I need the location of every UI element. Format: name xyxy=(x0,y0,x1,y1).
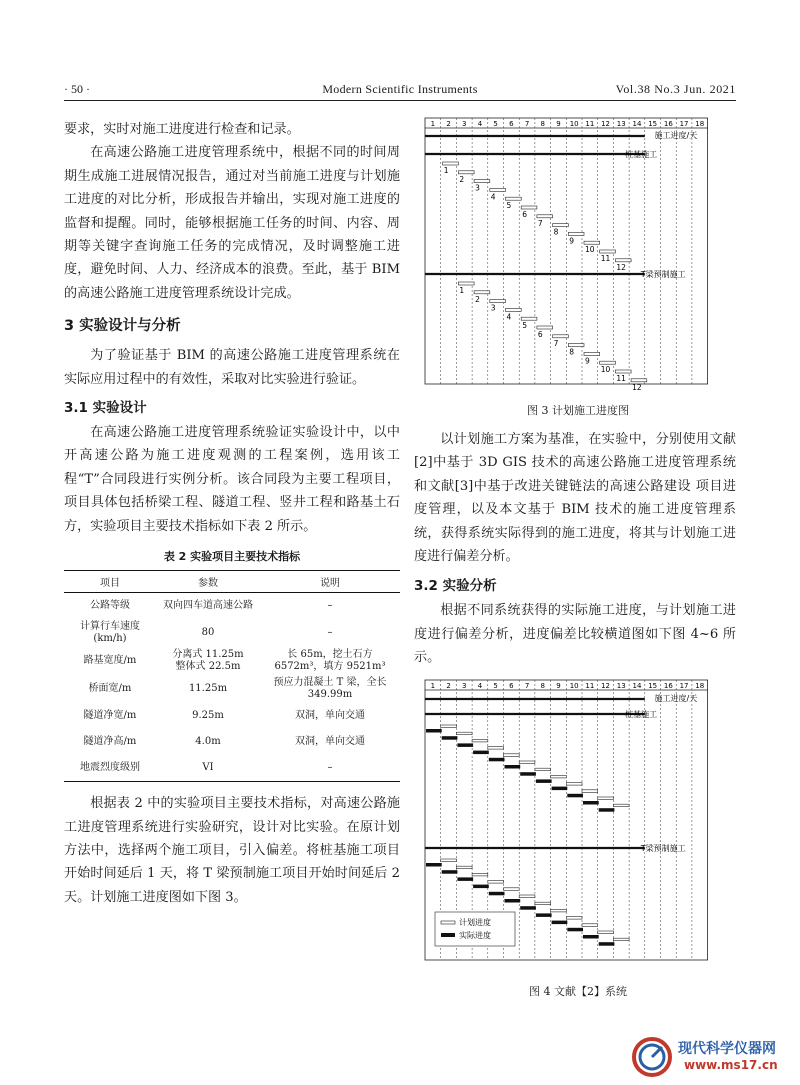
day-tick-label: 8 xyxy=(540,682,545,690)
day-tick-label: 10 xyxy=(569,682,579,690)
day-tick-label: 3 xyxy=(462,682,467,690)
planned-task-bar xyxy=(506,308,522,311)
actual-task-bar xyxy=(473,751,489,755)
task-number-label: 1 xyxy=(443,166,449,175)
legend-actual-swatch xyxy=(441,933,455,937)
day-tick-label: 6 xyxy=(509,120,514,128)
figure-3-caption: 图 3 计划施工进度图 xyxy=(527,404,629,417)
actual-task-bar xyxy=(457,743,473,747)
group-label: 桩基施工 xyxy=(625,150,658,159)
table-cell: 隧道净高/m xyxy=(83,736,137,748)
task-number-label: 2 xyxy=(459,174,465,184)
header-rule xyxy=(64,100,736,101)
task-number-label: 12 xyxy=(632,382,642,392)
planned-task-bar xyxy=(631,379,647,382)
paragraph-1: 要求，实时对施工进度进行检查和记录。 xyxy=(64,122,300,137)
actual-task-bar xyxy=(583,935,599,939)
table-cell: 计算行车速度 (km/h) xyxy=(80,621,140,645)
planned-task-bar xyxy=(521,206,537,209)
day-tick-label: 9 xyxy=(556,682,561,690)
day-tick-label: 17 xyxy=(679,682,689,690)
table-cell: 双向四车道高速公路 xyxy=(163,600,253,612)
day-tick-label: 7 xyxy=(524,682,530,690)
figure-4 xyxy=(420,678,720,968)
planned-task-bar xyxy=(568,344,584,347)
day-tick-label: 4 xyxy=(477,682,483,690)
task-number-label: 5 xyxy=(506,201,512,211)
planned-task-bar xyxy=(521,317,537,320)
day-tick-label: 5 xyxy=(493,682,498,690)
planned-task-bar xyxy=(566,783,582,786)
task-number-label: 8 xyxy=(569,347,575,357)
task-number-label: 10 xyxy=(600,365,611,375)
group-label: 桩基施工 xyxy=(625,710,658,719)
actual-task-bar xyxy=(599,808,615,812)
group-label: T梁预制施工 xyxy=(640,270,686,279)
day-tick-label: 17 xyxy=(679,120,689,128)
planned-task-bar xyxy=(488,747,504,750)
task-number-label: 11 xyxy=(600,254,611,263)
planned-task-bar xyxy=(600,250,616,253)
task-number-label: 7 xyxy=(553,338,559,348)
planned-task-bar xyxy=(441,725,457,728)
task-number-label: 6 xyxy=(522,210,527,219)
planned-task-bar xyxy=(488,881,504,884)
planned-task-bar xyxy=(613,938,629,941)
day-tick-label: 13 xyxy=(616,682,626,690)
paragraph-6: 以计划施工方案为基准，在实验中，分别使用文献[2]中基于 3D GIS 技术的高速公路施工进度管理系统和文献[3]中基于改进关键链法的高速公路建设 项目进度管理，以及本文基于 BIM 技术的施工进度管理系统，获得系统实际得到的施工进度，将其与计划施工进度进行偏差分析。 xyxy=(414,432,736,565)
planned-task-bar xyxy=(458,171,474,174)
table-row xyxy=(64,729,400,755)
legend-planned-label: 计划进度 xyxy=(459,918,491,927)
table-cell: 路基宽度/m xyxy=(83,655,137,667)
section-3-2-heading: 3.2 实验分析 xyxy=(414,578,497,595)
section-3-heading: 3 实验设计与分析 xyxy=(64,318,181,335)
actual-task-bar xyxy=(583,801,599,805)
planned-task-bar xyxy=(472,739,488,742)
actual-task-bar xyxy=(552,787,568,791)
task-number-label: 3 xyxy=(490,303,496,313)
planned-task-bar xyxy=(535,902,551,905)
task-number-label: 5 xyxy=(522,321,527,331)
day-tick-label: 1 xyxy=(430,682,436,690)
figure-4-gantt xyxy=(420,678,720,968)
paragraph-5: 根据表 2 中的实验项目主要技术指标，对高速公路施工进度管理系统进行实验研究，设计对比实验。在原计划方法中，选择两个施工项目，引入偏差。将桩基施工项目开始时间延后 1 天，将 T 梁预制施工项目开始时间延后 2 天。计划施工进度图如下图 3。 xyxy=(64,796,400,905)
planned-task-bar xyxy=(490,300,506,303)
day-tick-label: 6 xyxy=(509,682,514,690)
day-tick-label: 16 xyxy=(663,120,673,128)
section-3-1-heading: 3.1 实验设计 xyxy=(64,400,147,417)
planned-task-bar xyxy=(582,790,598,793)
watermark-logo xyxy=(630,1034,790,1080)
planned-task-bar xyxy=(456,866,472,869)
day-tick-label: 4 xyxy=(477,120,483,128)
figure-3-gantt xyxy=(420,116,720,396)
actual-task-bar xyxy=(520,906,536,910)
planned-task-bar xyxy=(535,768,551,771)
planned-task-bar xyxy=(551,909,567,912)
actual-task-bar xyxy=(473,885,489,889)
actual-task-bar xyxy=(567,794,583,798)
task-number-label: 7 xyxy=(537,218,543,228)
actual-task-bar xyxy=(442,870,458,874)
planned-task-bar xyxy=(615,259,631,262)
planned-task-bar xyxy=(458,282,474,285)
day-tick-label: 15 xyxy=(648,120,658,128)
planned-task-bar xyxy=(490,188,506,191)
planned-task-bar xyxy=(474,180,490,183)
planned-task-bar xyxy=(537,326,553,329)
actual-task-bar xyxy=(442,736,458,740)
day-tick-label: 8 xyxy=(540,120,545,128)
journal-name: Modern Scientific Instruments xyxy=(322,82,478,96)
day-tick-label: 3 xyxy=(462,120,467,128)
day-tick-label: 12 xyxy=(601,120,611,128)
table-header-cell: 参数 xyxy=(156,571,260,593)
issue-info: Vol.38 No.3 Jun. 2021 xyxy=(615,82,736,96)
page-number: · 50 · xyxy=(64,82,90,96)
day-tick-label: 16 xyxy=(663,682,673,690)
table-cell: 公路等级 xyxy=(90,600,130,612)
actual-task-bar xyxy=(426,863,442,867)
task-number-label: 6 xyxy=(537,330,543,339)
planned-task-bar xyxy=(456,732,472,735)
table-cell: – xyxy=(327,600,333,612)
planned-task-bar xyxy=(568,232,584,235)
axis-label: 施工进度/天 xyxy=(654,131,698,140)
actual-task-bar xyxy=(536,779,552,783)
table-cell: 长 65m，挖土石方 6572m³，填方 9521m³ xyxy=(274,649,386,673)
actual-task-bar xyxy=(536,913,552,917)
planned-task-bar xyxy=(443,162,459,165)
task-number-label: 11 xyxy=(616,374,626,383)
task-number-label: 1 xyxy=(459,286,465,295)
task-number-label: 2 xyxy=(475,294,480,304)
planned-task-bar xyxy=(441,859,457,862)
planned-task-bar xyxy=(598,797,614,800)
planned-task-bar xyxy=(615,370,631,373)
planned-task-bar xyxy=(613,804,629,807)
table-cell: 双洞，单向交通 xyxy=(295,710,365,722)
actual-task-bar xyxy=(599,942,615,946)
table-cell: 桥面宽/m xyxy=(88,683,132,695)
paragraph-2: 在高速公路施工进度管理系统中，根据不同的时间周期生成施工进展情况报告，通过对当前施工进度与计划施工进度的对比分析，形成报告并输出，实现对施工进度的监督和提醒。同时，能够根据施工任务的时间、内容、周期等关键字查询施工任务的完成情况，及时调整施工进度，避免时间、人力、经济成本的浪费。至此，基于 BIM 的高速公路施工进度管理系统设计完成。 xyxy=(64,145,400,301)
actual-task-bar xyxy=(567,928,583,932)
task-number-label: 3 xyxy=(475,183,480,193)
paragraph-4: 在高速公路施工进度管理系统验证实验设计中，以中开高速公路为施工进度观测的工程案例，选用该工程“T”合同段进行实例分析。该合同段为主要工程项目，项目具体包括桥梁工程、隧道工程、竖井工程和路基土石方，实验项目主要技术指标如下表 2 所示。 xyxy=(64,425,400,534)
planned-task-bar xyxy=(519,761,535,764)
day-tick-label: 18 xyxy=(695,682,705,690)
day-tick-label: 2 xyxy=(446,120,451,128)
planned-task-bar xyxy=(472,873,488,876)
group-label: T梁预制施工 xyxy=(640,844,686,853)
planned-task-bar xyxy=(584,352,600,355)
table-row xyxy=(64,703,400,729)
actual-task-bar xyxy=(552,921,568,925)
day-tick-label: 10 xyxy=(569,120,579,128)
table-cell: 预应力混凝土 T 梁，全长 349.99m xyxy=(273,677,387,701)
task-number-label: 9 xyxy=(569,236,575,246)
day-tick-label: 18 xyxy=(695,120,705,128)
planned-task-bar xyxy=(504,888,520,891)
day-tick-label: 9 xyxy=(556,120,561,128)
paragraph-3: 为了验证基于 BIM 的高速公路施工进度管理系统在实际应用过程中的有效性，采取对比实验进行验证。 xyxy=(64,348,400,387)
table-cell: 隧道净宽/m xyxy=(83,710,137,722)
table-cell: 11.25m xyxy=(188,683,228,695)
actual-task-bar xyxy=(505,899,521,903)
actual-task-bar xyxy=(457,877,473,881)
planned-task-bar xyxy=(519,895,535,898)
table-cell: 80 xyxy=(201,627,215,639)
task-number-label: 10 xyxy=(585,245,595,255)
paragraph-7: 根据不同系统获得的实际施工进度，与计划施工进度进行偏差分析，进度偏差比较横道图如下图 4~6 所示。 xyxy=(414,603,736,666)
table-cell: – xyxy=(327,627,333,639)
table-cell: VI xyxy=(156,755,260,782)
task-number-label: 4 xyxy=(490,192,496,202)
table-cell: 地震烈度级别 xyxy=(64,755,156,782)
right-text xyxy=(414,428,736,670)
table-header-cell: 项目 xyxy=(64,571,156,593)
actual-task-bar xyxy=(426,729,442,733)
table-cell: 9.25m xyxy=(192,710,224,722)
gauge-icon xyxy=(630,1034,676,1080)
day-tick-label: 7 xyxy=(524,120,530,128)
day-tick-label: 11 xyxy=(585,120,595,128)
planned-task-bar xyxy=(566,917,582,920)
actual-task-bar xyxy=(520,772,536,776)
planned-task-bar xyxy=(551,775,567,778)
axis-label: 施工进度/天 xyxy=(654,694,698,703)
tech-spec-table xyxy=(64,570,400,782)
task-number-label: 9 xyxy=(585,356,590,366)
day-tick-label: 14 xyxy=(632,682,642,690)
legend-actual-label: 实际进度 xyxy=(459,931,491,940)
actual-task-bar xyxy=(489,892,505,896)
table-row xyxy=(64,755,400,782)
planned-task-bar xyxy=(504,754,520,757)
table-cell: 4.0m xyxy=(195,736,221,748)
planned-task-bar xyxy=(553,335,569,338)
table-header-cell: 说明 xyxy=(260,571,400,593)
day-tick-label: 1 xyxy=(430,120,436,128)
legend-planned-swatch xyxy=(441,921,455,924)
planned-task-bar xyxy=(598,931,614,934)
day-tick-label: 2 xyxy=(446,682,451,690)
table-row xyxy=(64,593,400,620)
planned-task-bar xyxy=(537,215,553,218)
table-row xyxy=(64,647,400,675)
figure-3 xyxy=(420,116,720,396)
planned-task-bar xyxy=(553,224,569,227)
task-number-label: 8 xyxy=(553,227,559,237)
figure-4-caption: 图 4 文献【2】系统 xyxy=(529,985,627,998)
table-2-title: 表 2 实验项目主要技术指标 xyxy=(163,550,301,564)
actual-task-bar xyxy=(505,765,521,769)
planned-task-bar xyxy=(474,291,490,294)
day-tick-label: 11 xyxy=(585,682,595,690)
table-row xyxy=(64,675,400,703)
planned-task-bar xyxy=(600,361,616,364)
day-tick-label: 5 xyxy=(493,120,498,128)
day-tick-label: 14 xyxy=(632,120,642,128)
task-number-label: 4 xyxy=(506,312,512,322)
task-number-label: 12 xyxy=(616,262,626,272)
planned-task-bar xyxy=(584,241,600,244)
watermark-name: 现代科学仪器网 xyxy=(678,1041,776,1057)
table-cell: 双洞，单向交通 xyxy=(295,736,365,748)
day-tick-label: 12 xyxy=(601,682,611,690)
actual-task-bar xyxy=(489,758,505,762)
left-column xyxy=(64,118,400,909)
watermark-url: www.ms17.cn xyxy=(684,1058,778,1072)
table-cell: – xyxy=(260,755,400,782)
table-row xyxy=(64,619,400,647)
planned-task-bar xyxy=(582,924,598,927)
day-tick-label: 15 xyxy=(648,682,658,690)
planned-task-bar xyxy=(506,197,522,200)
day-tick-label: 13 xyxy=(616,120,626,128)
table-cell: 分离式 11.25m 整体式 22.5m xyxy=(172,649,244,673)
